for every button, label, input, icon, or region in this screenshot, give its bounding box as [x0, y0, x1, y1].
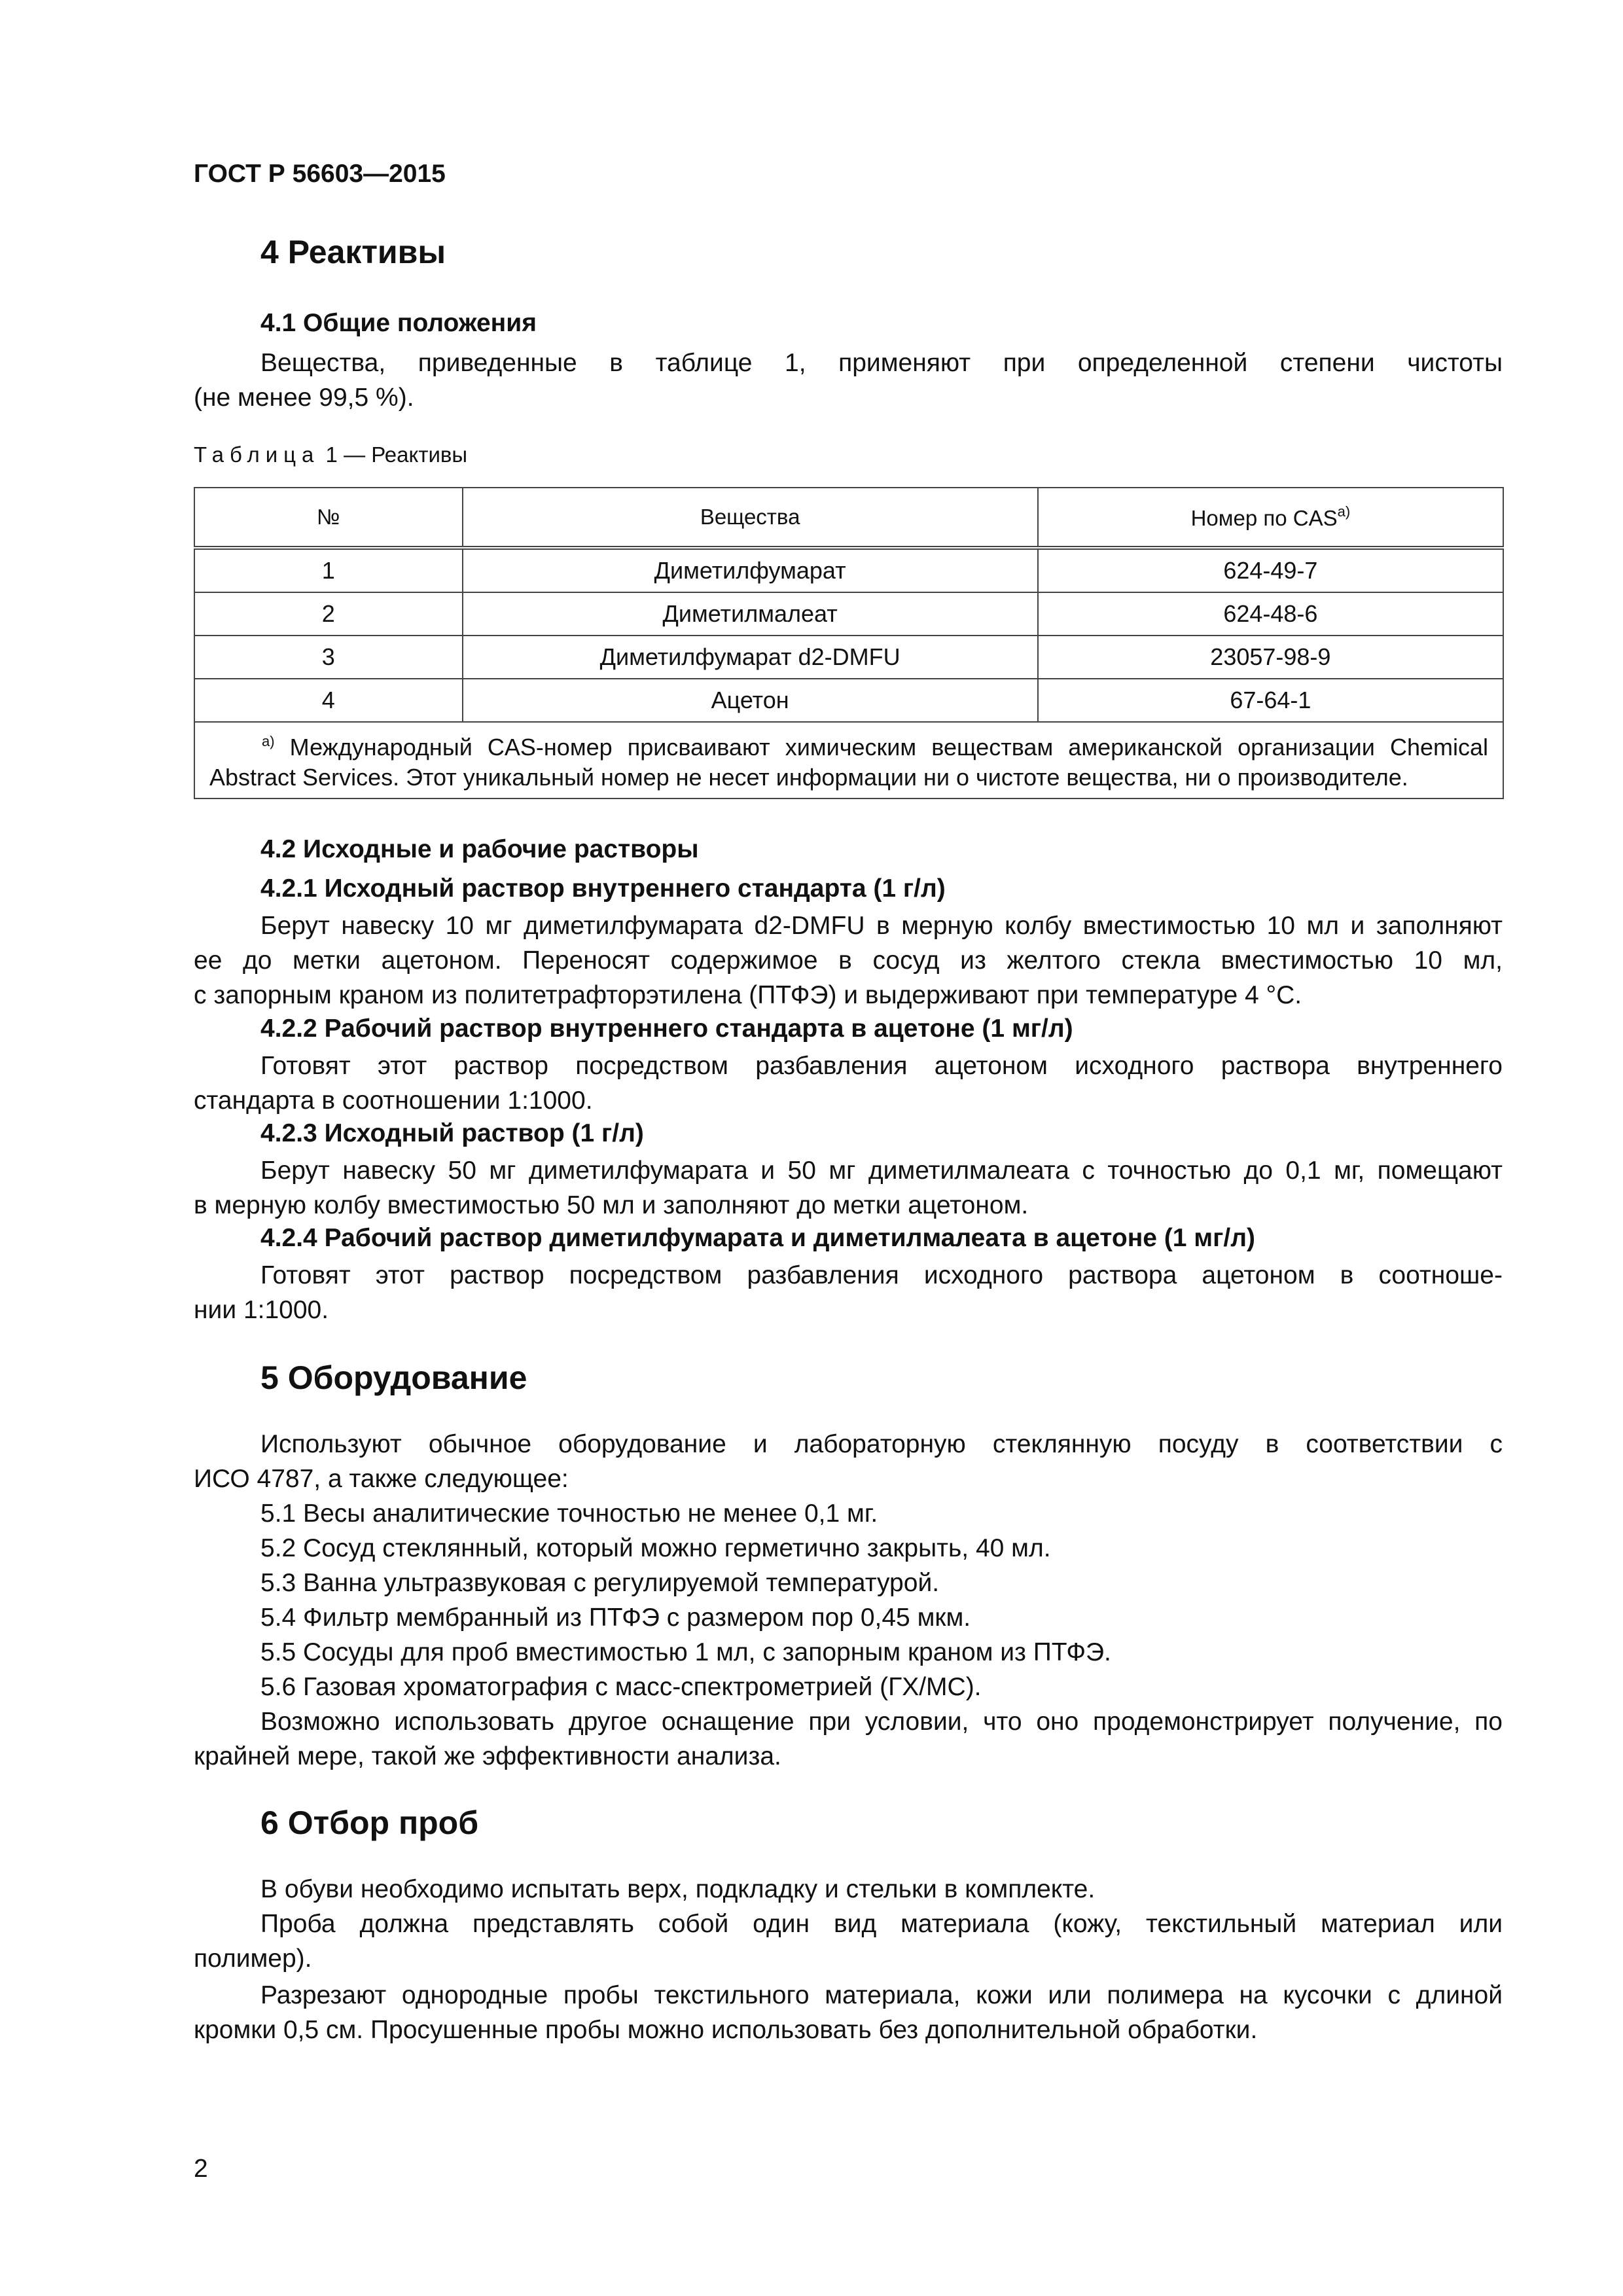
section-4-2-title: 4.2 Исходные и рабочие растворы	[260, 835, 699, 863]
cell-cas: 624-48-6	[1038, 592, 1503, 636]
section-4-1-title: 4.1 Общие положения	[260, 309, 537, 337]
equipment-item: 5.5 Сосуды для проб вместимостью 1 мл, с запорным краном из ПТФЭ.	[260, 1638, 1111, 1666]
section-6-p2-line1: Проба должна представлять собой один вид материала (кожу, текстильный материал или	[260, 1910, 1503, 1938]
section-5-outro-line2: крайней мере, такой же эффективности анализа.	[194, 1742, 781, 1770]
section-6-p1: В обуви необходимо испытать верх, подкладку и стельки в комплекте.	[260, 1875, 1096, 1903]
cell-number: 2	[194, 592, 463, 636]
table-footnote: $^{а)}$ Международный CAS-номер присваивают химическим веществам американской организации Chemical Abstract Services. Этот уникальный номер не несет информации ни о чистоте вещества, ни о производителе.	[194, 722, 1503, 798]
section-6-p3-line1: Разрезают однородные пробы текстильного материала, кожи или полимера на кусочки с длиной	[260, 1981, 1503, 2009]
section-4-2-3-line2: в мерную колбу вместимостью 50 мл и заполняют до метки ацетоном.	[194, 1191, 1029, 1219]
section-4-2-3-line1: Берут навеску 50 мг диметилфумарата и 50 мг диметилмалеата с точностью до 0,1 мг, помещают	[260, 1157, 1503, 1185]
cell-cas: 23057-98-9	[1038, 636, 1503, 679]
section-4-1-text-line1: Вещества, приведенные в таблице 1, применяют при определенной степени чистоты	[260, 349, 1503, 377]
document-code: ГОСТ Р 56603—2015	[194, 160, 446, 188]
cell-substance: Диметилфумарат	[463, 548, 1038, 592]
table-footnote-row	[194, 722, 1503, 798]
section-4-2-1-title: 4.2.1 Исходный раствор внутреннего стандарта (1 г/л)	[260, 874, 946, 903]
header-substance: Вещества	[463, 488, 1038, 548]
section-4-2-4-line1: Готовят этот раствор посредством разбавления исходного раствора ацетоном в соотноше-	[260, 1261, 1503, 1289]
equipment-item: 5.6 Газовая хроматография с масс-спектрометрией (ГХ/МС).	[260, 1673, 982, 1701]
cell-number: 4	[194, 679, 463, 722]
page-number: 2	[194, 2155, 208, 2183]
equipment-item: 5.4 Фильтр мембранный из ПТФЭ с размером пор 0,45 мкм.	[260, 1604, 971, 1632]
table-header-row	[194, 488, 1503, 548]
section-4-2-2-line1: Готовят этот раствор посредством разбавления ацетоном исходного раствора внутреннего	[260, 1052, 1503, 1080]
section-4-2-1-line3: с запорным краном из политетрафторэтилена (ПТФЭ) и выдерживают при температуре 4 °С.	[194, 981, 1302, 1009]
section-4-2-2-line2: стандарта в соотношении 1:1000.	[194, 1086, 593, 1115]
section-6-p3-line2: кромки 0,5 см. Просушенные пробы можно использовать без дополнительной обработки.	[194, 2016, 1258, 2044]
table-caption: Таблица 1 — Реактивы	[194, 442, 468, 467]
cell-number: 3	[194, 636, 463, 679]
section-4-2-1-line1: Берут навеску 10 мг диметилфумарата d2-DMFU в мерную колбу вместимостью 10 мл и заполняют	[260, 912, 1503, 940]
section-5-title: 5 Оборудование	[260, 1359, 527, 1396]
table-row	[194, 548, 1503, 592]
cell-cas: 624-49-7	[1038, 548, 1503, 592]
section-4-2-1-line2: ее до метки ацетоном. Переносят содержимое в сосуд из желтого стекла вместимостью 10 мл,	[194, 946, 1503, 975]
cell-substance: Ацетон	[463, 679, 1038, 722]
section-4-2-4-title: 4.2.4 Рабочий раствор диметилфумарата и диметилмалеата в ацетоне (1 мг/л)	[260, 1224, 1255, 1252]
section-5-outro-line1: Возможно использовать другое оснащение при условии, что оно продемонстрирует получение, по	[260, 1708, 1503, 1736]
cell-substance: Диметилфумарат d2-DMFU	[463, 636, 1038, 679]
section-6-p2-line2: полимер).	[194, 1945, 312, 1973]
table-row	[194, 679, 1503, 722]
equipment-item: 5.2 Сосуд стеклянный, который можно герметично закрыть, 40 мл.	[260, 1534, 1051, 1562]
section-4-2-2-title: 4.2.2 Рабочий раствор внутреннего стандарта в ацетоне (1 мг/л)	[260, 1014, 1073, 1043]
section-4-2-3-title: 4.2.3 Исходный раствор (1 г/л)	[260, 1119, 644, 1147]
section-4-1-text-line2: (не менее 99,5 %).	[194, 384, 414, 412]
header-cas: Номер по $CAS^{а)}$	[1038, 488, 1503, 548]
section-5-intro-line1: Используют обычное оборудование и лабораторную стеклянную посуду в соответствии с	[260, 1430, 1503, 1458]
table-row	[194, 592, 1503, 636]
equipment-item: 5.1 Весы аналитические точностью не менее 0,1 мг.	[260, 1499, 878, 1528]
cell-cas: 67-64-1	[1038, 679, 1503, 722]
cell-number: 1	[194, 548, 463, 592]
equipment-item: 5.3 Ванна ультразвуковая с регулируемой температурой.	[260, 1569, 940, 1597]
section-4-2-4-line2: нии 1:1000.	[194, 1296, 329, 1324]
header-number: №	[194, 488, 463, 548]
section-5-intro-line2: ИСО 4787, а также следующее:	[194, 1465, 569, 1493]
reagents-table	[194, 487, 1504, 799]
cell-substance: Диметилмалеат	[463, 592, 1038, 636]
section-4-title: 4 Реактивы	[260, 234, 446, 270]
table-row	[194, 636, 1503, 679]
section-6-title: 6 Отбор проб	[260, 1804, 479, 1841]
